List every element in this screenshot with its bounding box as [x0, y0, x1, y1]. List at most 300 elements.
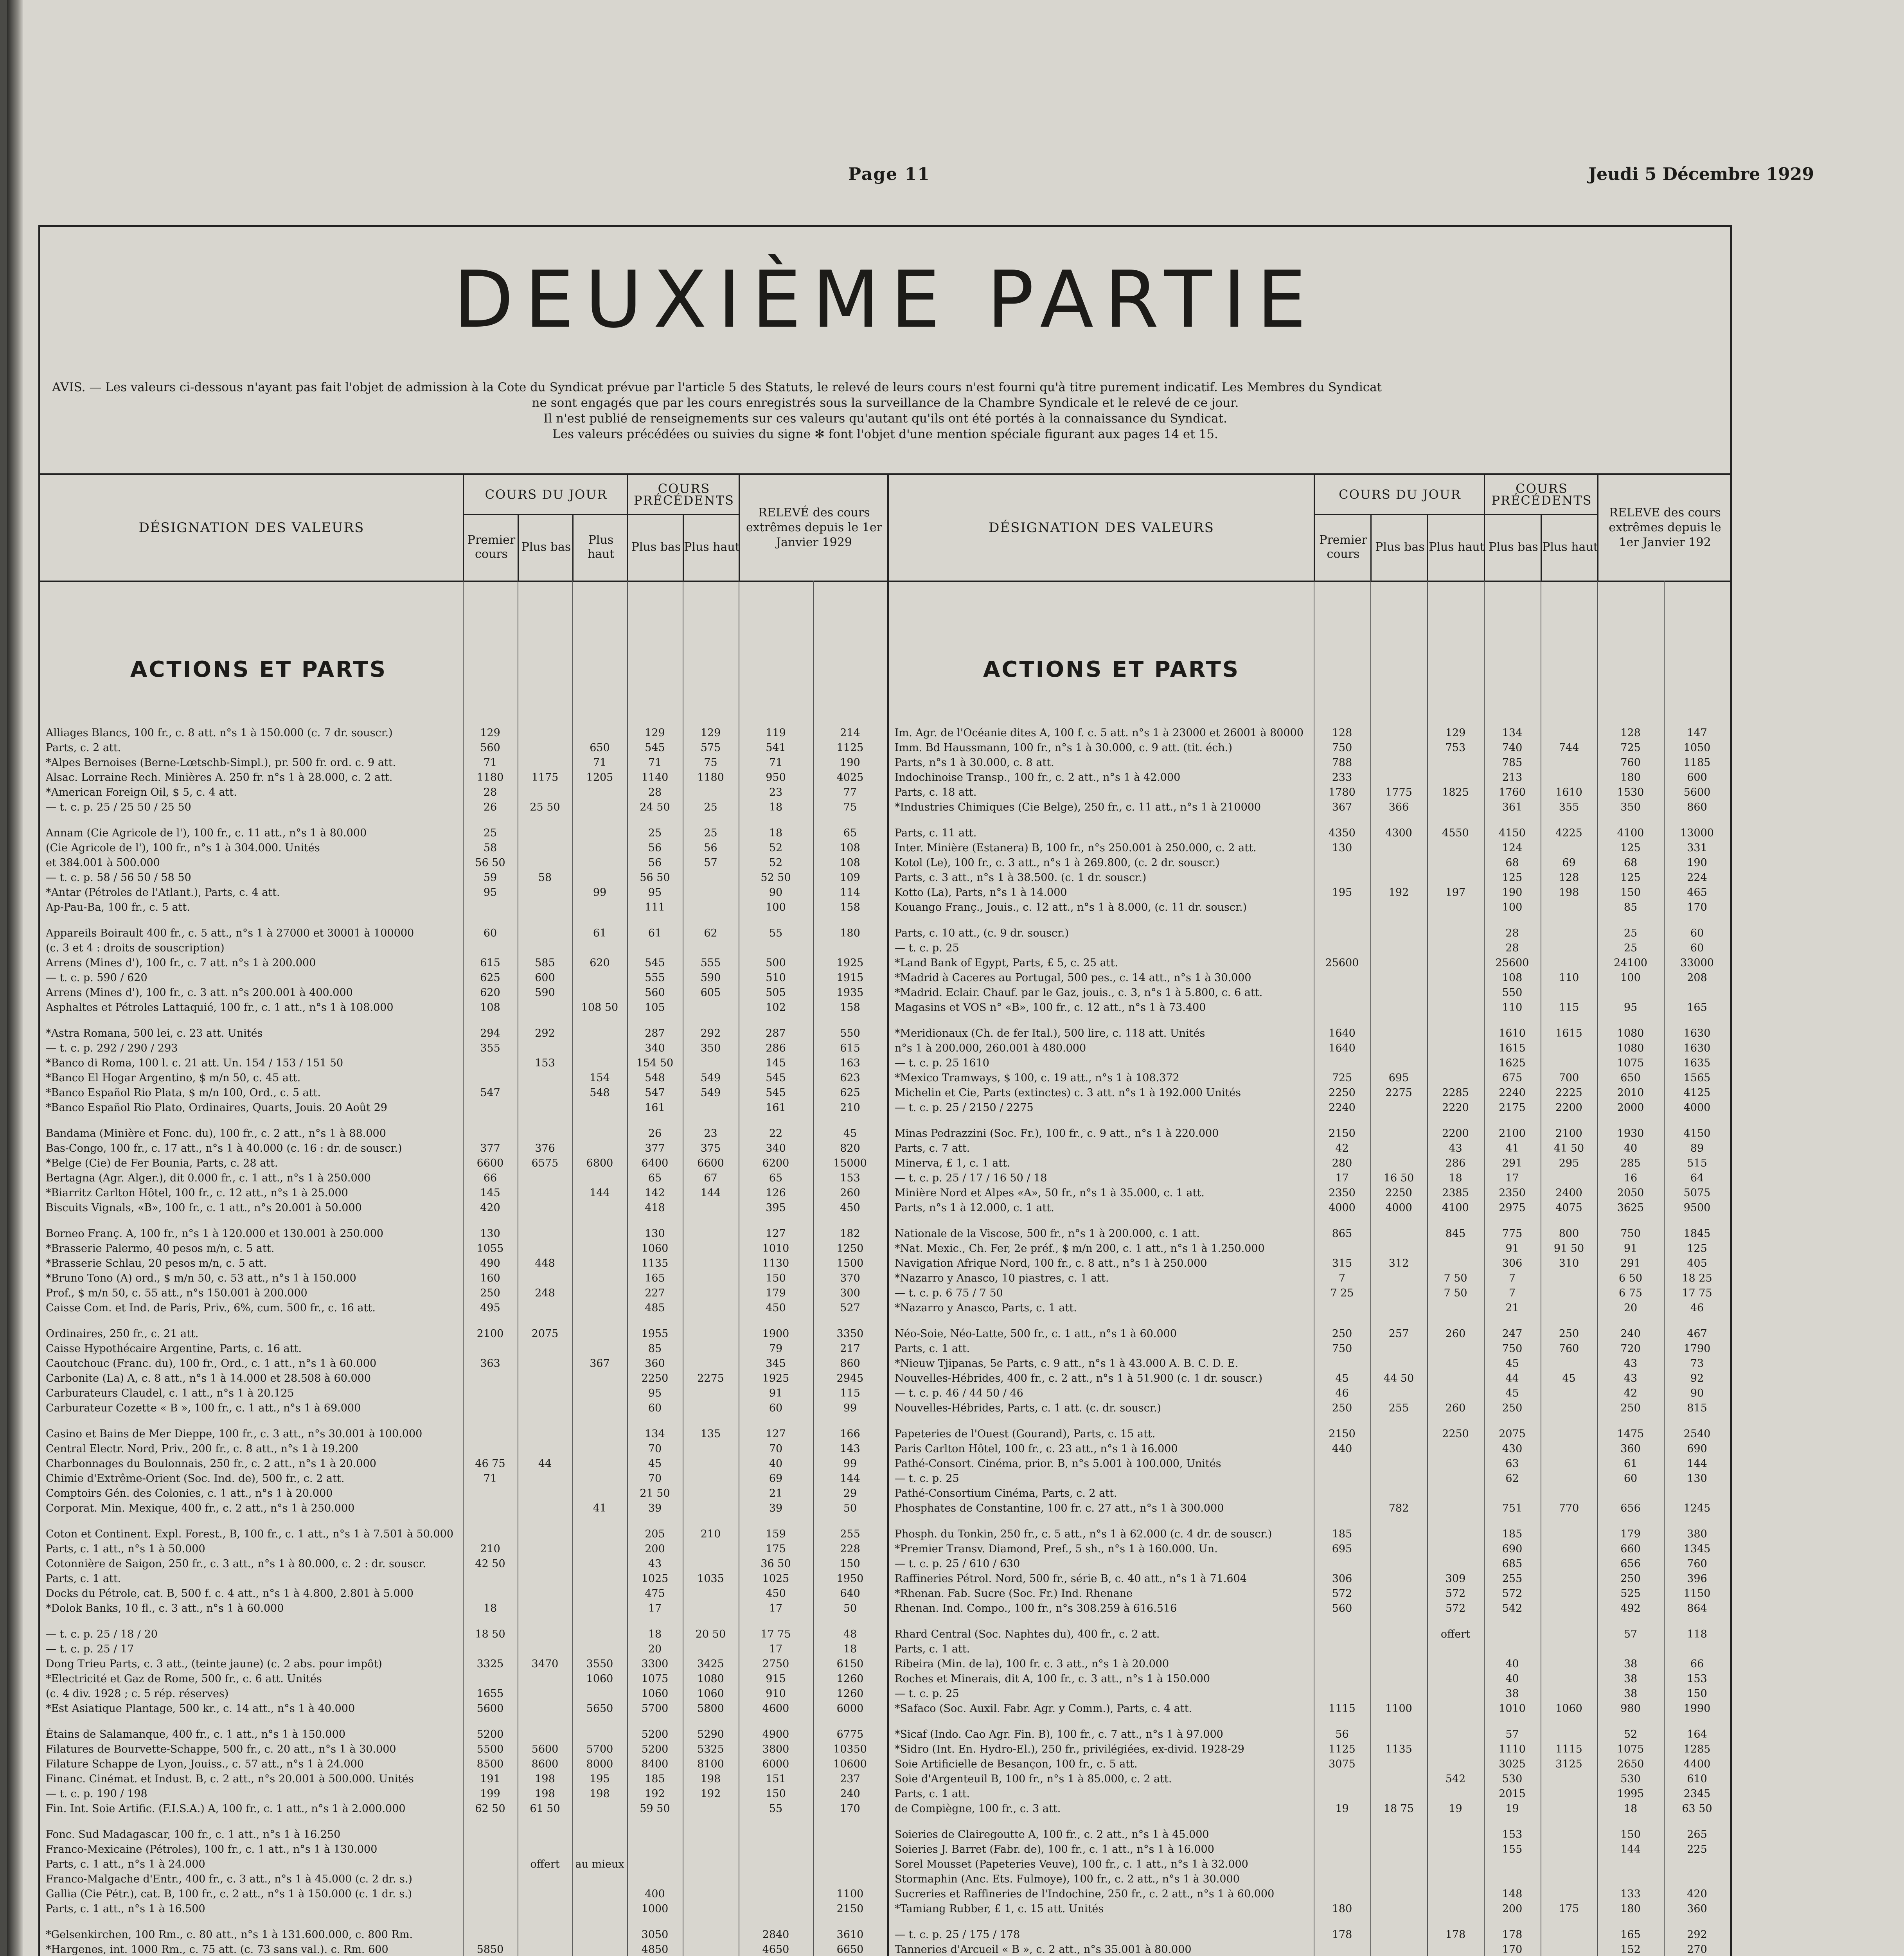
- prec-plus-haut-value: 175: [1559, 1903, 1579, 1915]
- security-name: — t. c. p. 25 / 2150 / 2275: [895, 1102, 1034, 1114]
- quote-row: [40, 1426, 887, 1441]
- premier-cours-value: 66: [483, 1172, 497, 1184]
- prec-plus-bas-value: 45: [1505, 1357, 1519, 1370]
- prec-plus-haut-value: 1610: [1555, 786, 1582, 798]
- quote-row: [40, 1285, 887, 1300]
- quote-row: [889, 1686, 1730, 1701]
- plus-haut-value: 2250: [1442, 1428, 1469, 1440]
- quote-row: [889, 1200, 1730, 1215]
- plus-haut-value: 2200: [1442, 1127, 1469, 1140]
- plus-bas-value: 44: [538, 1458, 552, 1470]
- releve-plus-haut-value: 164: [1687, 1728, 1707, 1740]
- prec-plus-haut-value: 56: [704, 842, 717, 854]
- releve-plus-bas-value: 179: [1620, 1528, 1641, 1540]
- plus-haut-value: 144: [590, 1187, 610, 1199]
- premier-cours-value: 367: [1332, 801, 1352, 813]
- releve-plus-haut-value: 550: [840, 1027, 860, 1039]
- plus-bas-value: 292: [535, 1027, 555, 1039]
- security-name: Roches et Minerais, dit A, 100 fr., c. 3 att., n°s 1 à 150.000: [895, 1673, 1210, 1685]
- prec-plus-bas-value: 400: [645, 1888, 665, 1900]
- prec-plus-bas-value: 306: [1502, 1257, 1523, 1269]
- quote-row: [889, 985, 1730, 1000]
- security-name: et 384.001 à 500.000: [46, 857, 160, 869]
- premier-cours-value: 294: [480, 1027, 500, 1039]
- security-name: Ap-Pau-Ba, 100 fr., c. 5 att.: [46, 901, 190, 913]
- releve-plus-bas-value: 656: [1620, 1558, 1641, 1570]
- quote-row: [889, 1801, 1730, 1816]
- prec-plus-bas-value: 2250: [641, 1372, 669, 1384]
- premier-cours-value: 8500: [476, 1758, 504, 1770]
- releve-plus-haut-value: 1935: [836, 987, 864, 999]
- security-name: Alsac. Lorraine Rech. Minières A. 250 fr. n°s 1 à 28.000, c. 2 att.: [46, 771, 393, 784]
- releve-plus-bas-value: 1930: [1617, 1127, 1644, 1140]
- cours-precedents-header: COURS PRÉCÉDENTS: [1484, 475, 1598, 515]
- premier-cours-value: 5850: [476, 1943, 504, 1956]
- premier-cours-value: 280: [1332, 1157, 1352, 1169]
- releve-plus-bas-value: 23: [769, 786, 783, 798]
- quote-row: [40, 1586, 887, 1601]
- newspaper-page: [7, 0, 1904, 1956]
- notice-block: [52, 379, 1719, 442]
- premier-cours-value: 420: [480, 1202, 500, 1214]
- prec-plus-haut-value: 292: [700, 1027, 721, 1039]
- security-name: Im. Agr. de l'Océanie dites A, 100 f. c. 5 att. n°s 1 à 23000 et 26001 à 80000: [895, 727, 1304, 739]
- prec-plus-bas-value: 65: [648, 1172, 662, 1184]
- quote-row: [889, 1742, 1730, 1756]
- prec-plus-bas-value: 255: [1502, 1573, 1523, 1585]
- quote-row: [889, 900, 1730, 915]
- releve-plus-haut-value: 1250: [836, 1242, 864, 1255]
- releve-plus-haut-value: 158: [840, 1001, 860, 1014]
- releve-plus-bas-value: 60: [1624, 1472, 1638, 1485]
- prec-plus-haut-value: 129: [700, 727, 721, 739]
- prec-plus-bas-value: 340: [645, 1042, 665, 1054]
- premier-cours-value: 620: [480, 987, 500, 999]
- security-name: Minerva, £ 1, c. 1 att.: [895, 1157, 1010, 1169]
- quote-row: [40, 1170, 887, 1185]
- releve-plus-haut-value: 1565: [1683, 1072, 1711, 1084]
- premier-cours-value: 625: [480, 972, 500, 984]
- prec-plus-bas-value: 95: [648, 886, 662, 899]
- prec-plus-bas-value: 41: [1505, 1142, 1519, 1154]
- quote-row: [889, 1371, 1730, 1386]
- quote-row: [40, 1571, 887, 1586]
- premier-cours-value: 7: [1338, 1272, 1346, 1284]
- page-number: Page 11: [848, 164, 930, 184]
- security-name: — t. c. p. 292 / 290 / 293: [46, 1042, 178, 1054]
- security-name: — t. c. p. 25 / 25 50 / 25 50: [46, 801, 191, 813]
- releve-plus-bas-value: 2750: [762, 1658, 789, 1670]
- premier-cours-value: 7 25: [1330, 1287, 1354, 1299]
- quote-row: [40, 1901, 887, 1916]
- quote-row: [40, 900, 887, 915]
- releve-plus-haut-value: 380: [1687, 1528, 1707, 1540]
- quote-row: [889, 1556, 1730, 1571]
- plus-bas-value: 198: [535, 1773, 555, 1785]
- security-name: — t. c. p. 590 / 620: [46, 972, 147, 984]
- prec-plus-haut-value: 20 50: [695, 1628, 726, 1640]
- releve-plus-haut-value: 1635: [1683, 1057, 1711, 1069]
- releve-plus-haut-value: 4400: [1683, 1758, 1711, 1770]
- plus-bas-value: 1175: [531, 771, 559, 784]
- row-spacer: [889, 915, 1730, 926]
- premier-cours-value: 750: [1332, 1343, 1352, 1355]
- row-spacer: [40, 1215, 887, 1226]
- security-name: Carburateur Cozette « B », 100 fr., c. 1 att., n°s 1 à 69.000: [46, 1402, 361, 1414]
- releve-plus-haut-value: 18 25: [1682, 1272, 1712, 1284]
- plus-bas-value: 8600: [531, 1758, 559, 1770]
- prec-plus-bas-value: 1000: [641, 1903, 669, 1915]
- releve-plus-haut-value: 860: [1687, 801, 1707, 813]
- plus-haut-value: 19: [1449, 1803, 1462, 1815]
- plus-bas-value: 2075: [531, 1328, 559, 1340]
- premier-cours-value: 788: [1332, 757, 1352, 769]
- prec-plus-bas-value: 5200: [641, 1743, 669, 1755]
- releve-plus-bas-value: 725: [1620, 742, 1641, 754]
- releve-plus-haut-value: 1125: [836, 742, 864, 754]
- prec-plus-bas-value: 2015: [1499, 1788, 1526, 1800]
- plus-haut-value: 286: [1445, 1157, 1466, 1169]
- releve-plus-haut-value: 270: [1687, 1943, 1707, 1956]
- releve-plus-haut-value: 4000: [1683, 1102, 1711, 1114]
- quote-row: [889, 1727, 1730, 1742]
- security-name: Soieries J. Barret (Fabr. de), 100 fr., c. 1 att., n°s 1 à 16.000: [895, 1843, 1214, 1855]
- plus-haut-value: 572: [1445, 1587, 1466, 1600]
- plus-haut-value: 8000: [586, 1758, 613, 1770]
- quote-row: [889, 1601, 1730, 1616]
- quote-row: [40, 1185, 887, 1200]
- row-spacer: [889, 1816, 1730, 1827]
- quote-row: [889, 1701, 1730, 1716]
- releve-plus-bas-value: 43: [1624, 1372, 1638, 1384]
- prec-plus-bas-value: 19: [1505, 1803, 1519, 1815]
- releve-plus-bas-value: 18: [769, 827, 783, 839]
- prec-plus-haut-value: 115: [1559, 1001, 1579, 1014]
- releve-plus-haut-value: 4125: [1683, 1087, 1711, 1099]
- prec-plus-bas-value: 40: [1505, 1658, 1519, 1670]
- quote-row: [889, 785, 1730, 800]
- plus-bas-value: 4000: [1385, 1202, 1412, 1214]
- premier-cours-value: 1055: [476, 1242, 504, 1255]
- plus-bas-value: 2250: [1385, 1187, 1412, 1199]
- quote-row: [40, 1041, 887, 1055]
- premier-cours-value: 42 50: [475, 1558, 505, 1570]
- prec-plus-bas-value: 685: [1502, 1558, 1523, 1570]
- security-name: Parts, c. 1 att.: [895, 1788, 970, 1800]
- prec-plus-bas-value: 153: [1502, 1828, 1523, 1841]
- security-name: *Rhenan. Fab. Sucre (Soc. Fr.) Ind. Rhenane: [895, 1587, 1133, 1600]
- prec-plus-bas-value: 250: [1502, 1402, 1523, 1414]
- plus-bas-value: 153: [535, 1057, 555, 1069]
- prec-plus-bas-value: 155: [1502, 1843, 1523, 1855]
- releve-plus-haut-value: 73: [1690, 1357, 1704, 1370]
- releve-plus-haut-value: 860: [840, 1357, 860, 1370]
- releve-plus-bas-value: 52 50: [761, 872, 791, 884]
- plus-haut-value: 572: [1445, 1602, 1466, 1614]
- releve-plus-bas-value: 43: [1624, 1357, 1638, 1370]
- security-name: Parts, c. 1 att., n°s 1 à 50.000: [46, 1543, 205, 1555]
- releve-plus-haut-value: 5075: [1683, 1187, 1711, 1199]
- plus-bas-value: 1100: [1385, 1703, 1412, 1715]
- row-spacer: [40, 1716, 887, 1727]
- premier-cours-header: Premier cours: [463, 514, 519, 581]
- releve-plus-haut-value: 90: [1690, 1387, 1704, 1399]
- quote-row: [889, 725, 1730, 740]
- releve-plus-haut-value: 2540: [1683, 1428, 1711, 1440]
- prec-plus-bas-value: 418: [645, 1202, 665, 1214]
- premier-cours-value: 1655: [476, 1688, 504, 1700]
- prec-plus-haut-value: 4075: [1555, 1202, 1582, 1214]
- prec-plus-haut-value: 45: [1562, 1372, 1576, 1384]
- security-name: Nouvelles-Hébrides, 400 fr., c. 2 att., n°s 1 à 51.900 (c. 1 dr. souscr.): [895, 1372, 1263, 1384]
- quote-row: [40, 1756, 887, 1771]
- releve-plus-bas-value: 285: [1620, 1157, 1641, 1169]
- prec-plus-bas-value: 542: [1502, 1602, 1523, 1614]
- designation-header: DÉSIGNATION DES VALEURS: [989, 520, 1214, 536]
- quote-row: [889, 1141, 1730, 1156]
- security-name: Paris Carlton Hôtel, 100 fr., c. 23 att., n°s 1 à 16.000: [895, 1443, 1178, 1455]
- releve-plus-haut-value: 29: [843, 1487, 857, 1499]
- quote-row: [40, 1627, 887, 1641]
- quote-row: [889, 1526, 1730, 1541]
- prec-plus-bas-value: 44: [1505, 1372, 1519, 1384]
- releve-plus-haut-value: 115: [840, 1387, 860, 1399]
- row-spacer: [889, 1115, 1730, 1126]
- prec-plus-haut-value: 198: [1559, 886, 1579, 899]
- premier-cours-value: 180: [1332, 1903, 1352, 1915]
- security-name: Kotol (Le), 100 fr., c. 3 att., n°s 1 à 269.800, (c. 2 dr. souscr.): [895, 857, 1220, 869]
- security-name: *Sidro (Int. En. Hydro-El.), 250 fr., privilégiées, ex-divid. 1928-29: [895, 1743, 1244, 1755]
- prec-plus-bas-value: 165: [645, 1272, 665, 1284]
- plus-bas-value: 376: [535, 1142, 555, 1154]
- releve-header: RELEVÉ des cours extrêmes depuis le 1er Janvier 1929: [739, 475, 888, 581]
- prec-plus-bas-value: 45: [1505, 1387, 1519, 1399]
- security-name: *Alpes Bernoises (Berne-Lœtschb-Simpl.), pr. 500 fr. ord. c. 9 att.: [46, 757, 396, 769]
- quote-row: [889, 1501, 1730, 1516]
- security-name: *Madrid à Caceres au Portugal, 500 pes., c. 14 att., n°s 1 à 30.000: [895, 972, 1251, 984]
- releve-plus-haut-value: 45: [843, 1127, 857, 1140]
- prec-plus-bas-value: 1955: [641, 1328, 669, 1340]
- security-name: Parts, c. 7 att.: [895, 1142, 970, 1154]
- plus-haut-value: 542: [1445, 1773, 1466, 1785]
- quote-row: [889, 1842, 1730, 1857]
- premier-cours-value: 306: [1332, 1573, 1352, 1585]
- releve-plus-bas-value: 1995: [1617, 1788, 1644, 1800]
- prec-plus-bas-value: 3050: [641, 1929, 669, 1941]
- quote-row: [40, 870, 887, 885]
- quote-row: [889, 1641, 1730, 1656]
- releve-plus-bas-value: 291: [1620, 1257, 1641, 1269]
- quote-row: [40, 1055, 887, 1070]
- quote-row: [40, 955, 887, 970]
- releve-plus-haut-value: 1185: [1683, 757, 1711, 769]
- prec-plus-bas-value: 485: [645, 1302, 665, 1314]
- row-spacer: [40, 1916, 887, 1927]
- security-name: Soie Artificielle de Besançon, 100 fr., c. 5 att.: [895, 1758, 1138, 1770]
- releve-plus-bas-value: 91: [769, 1387, 783, 1399]
- plus-bas-value: 18 75: [1383, 1803, 1414, 1815]
- security-name: Ordinaires, 250 fr., c. 21 att.: [46, 1328, 199, 1340]
- quote-row: [40, 1126, 887, 1141]
- security-name: Minas Pedrazzini (Soc. Fr.), 100 fr., c. 9 att., n°s 1 à 220.000: [895, 1127, 1219, 1140]
- right-panel: [889, 475, 1730, 1956]
- releve-plus-haut-value: 147: [1687, 727, 1707, 739]
- prec-plus-bas-value: 124: [1502, 842, 1523, 854]
- prec-plus-bas-value: 40: [1505, 1673, 1519, 1685]
- row-spacer: [889, 814, 1730, 825]
- quote-row: [889, 1671, 1730, 1686]
- prec-plus-bas-value: 430: [1502, 1443, 1523, 1455]
- prec-plus-bas-value: 377: [645, 1142, 665, 1154]
- prec-plus-bas-value: 20: [648, 1643, 662, 1655]
- releve-plus-bas-value: 980: [1620, 1703, 1641, 1715]
- plus-haut-value: 99: [593, 886, 607, 899]
- security-name: Rhenan. Ind. Compo., 100 fr., n°s 308.259 à 616.516: [895, 1602, 1177, 1614]
- releve-plus-haut-value: 64: [1690, 1172, 1704, 1184]
- releve-plus-bas-value: 52: [769, 857, 783, 869]
- premier-cours-value: 128: [1332, 727, 1352, 739]
- releve-plus-bas-value: 6 75: [1618, 1287, 1643, 1299]
- releve-plus-haut-value: 158: [840, 901, 860, 913]
- quote-row: [40, 1601, 887, 1616]
- quote-row: [889, 1541, 1730, 1556]
- quotation-grid: [40, 473, 1730, 1956]
- releve-plus-bas-value: 4900: [762, 1728, 789, 1740]
- prec-plus-bas-value: 530: [1502, 1773, 1523, 1785]
- releve-plus-bas-value: 91: [1624, 1242, 1638, 1255]
- cours-du-jour-header: COURS DU JOUR: [463, 475, 628, 515]
- security-name: Pathé-Consort. Cinéma, prior. B, n°s 5.001 à 100.000, Unités: [895, 1458, 1221, 1470]
- security-name: *Biarritz Carlton Hôtel, 100 fr., c. 12 att., n°s 1 à 25.000: [46, 1187, 348, 1199]
- quote-row: [40, 1241, 887, 1256]
- quote-row: [889, 1786, 1730, 1801]
- security-name: Arrens (Mines d'), 100 fr., c. 3 att. n°s 200.001 à 400.000: [46, 987, 353, 999]
- quote-row: [40, 1456, 887, 1471]
- security-name: Rhard Central (Soc. Naphtes du), 400 fr., c. 2 att.: [895, 1628, 1160, 1640]
- releve-plus-bas-value: 125: [1620, 842, 1641, 854]
- security-name: — t. c. p. 6 75 / 7 50: [895, 1287, 1003, 1299]
- security-name: de Compiègne, 100 fr., c. 3 att.: [895, 1803, 1061, 1815]
- prec-plus-haut-value: 25: [704, 801, 717, 813]
- quote-row: [889, 1241, 1730, 1256]
- quote-row: [40, 725, 887, 740]
- plus-bas-value: 782: [1388, 1502, 1409, 1514]
- releve-plus-haut-value: 130: [1687, 1472, 1707, 1485]
- releve-plus-bas-value: 52: [1624, 1728, 1638, 1740]
- plus-haut-value: 198: [590, 1788, 610, 1800]
- prec-plus-bas-value: 17: [648, 1602, 662, 1614]
- prec-plus-haut-value: 198: [700, 1773, 721, 1785]
- prec-plus-bas-value: 200: [645, 1543, 665, 1555]
- quote-row: [40, 1100, 887, 1115]
- premier-cours-value: 355: [480, 1042, 500, 1054]
- premier-cours-value: 2150: [1329, 1428, 1356, 1440]
- plus-haut-value: 178: [1445, 1929, 1466, 1941]
- security-name: Prof., $ m/n 50, c. 55 att., n°s 150.001 à 200.000: [46, 1287, 307, 1299]
- releve-plus-haut-value: 625: [840, 1087, 860, 1099]
- prec-plus-bas-value: 3300: [641, 1658, 669, 1670]
- security-name: Central Electr. Nord, Priv., 200 fr., c. 8 att., n°s 1 à 19.200: [46, 1443, 358, 1455]
- prec-plus-bas-value: 25600: [1495, 957, 1529, 969]
- quote-row: [889, 825, 1730, 840]
- quote-row: [40, 825, 887, 840]
- releve-plus-bas-value: 68: [1624, 857, 1638, 869]
- quote-row: [889, 855, 1730, 870]
- prec-plus-bas-value: 43: [648, 1558, 662, 1570]
- releve-plus-bas-value: 1075: [1617, 1057, 1644, 1069]
- releve-plus-haut-value: 467: [1687, 1328, 1707, 1340]
- prec-plus-haut-value: 23: [704, 1127, 717, 1140]
- quote-row: [40, 985, 887, 1000]
- security-name: *Banco Español Rio Plata, $ m/n 100, Ord., c. 5 att.: [46, 1087, 321, 1099]
- quote-row: [40, 1371, 887, 1386]
- releve-plus-bas-value: 150: [1620, 886, 1641, 899]
- prec-plus-haut-value: 210: [700, 1528, 721, 1540]
- prec-plus-bas-value: 475: [645, 1587, 665, 1600]
- quote-row: [40, 1226, 887, 1241]
- premier-cours-value: 191: [480, 1773, 500, 1785]
- security-name: Parts, c. 11 att.: [895, 827, 977, 839]
- row-spacer: [40, 1015, 887, 1026]
- quote-row: [889, 1386, 1730, 1400]
- prec-plus-haut-value: 1035: [697, 1573, 724, 1585]
- quote-row: [889, 1070, 1730, 1085]
- releve-plus-bas-value: 360: [1620, 1443, 1641, 1455]
- releve-plus-haut-value: 3610: [836, 1929, 864, 1941]
- releve-plus-bas-value: 1900: [762, 1328, 789, 1340]
- releve-plus-bas-value: 395: [766, 1202, 786, 1214]
- quote-row: [889, 1055, 1730, 1070]
- security-name: Étains de Salamanque, 400 fr., c. 1 att., n°s 1 à 150.000: [46, 1728, 346, 1740]
- releve-plus-bas-value: 1080: [1617, 1027, 1644, 1039]
- prec-plus-bas-value: 110: [1502, 1001, 1523, 1014]
- prec-plus-bas-value: 1025: [641, 1573, 669, 1585]
- prec-plus-bas-value: 785: [1502, 757, 1523, 769]
- plus-bas-value: 590: [535, 987, 555, 999]
- releve-header: RELEVE des cours extrêmes depuis le 1er Janvier 192: [1597, 475, 1731, 581]
- security-name: *Electricité et Gaz de Rome, 500 fr., c. 6 att. Unités: [46, 1673, 322, 1685]
- security-name: Franco-Malgache d'Entr., 400 fr., c. 3 att., n°s 1 à 45.000 (c. 2 dr. s.): [46, 1873, 412, 1885]
- premier-cours-value: 2100: [476, 1328, 504, 1340]
- releve-plus-haut-value: 300: [840, 1287, 860, 1299]
- prec-plus-haut-value: 75: [704, 757, 717, 769]
- premier-cours-value: 233: [1332, 771, 1352, 784]
- plus-bas-header: Plus bas: [1370, 514, 1428, 581]
- releve-plus-haut-value: 1990: [1683, 1703, 1711, 1715]
- security-name: Parts, c. 1 att., n°s 1 à 24.000: [46, 1858, 205, 1870]
- notice-line: AVIS. — Les valeurs ci-dessous n'ayant pas fait l'objet de admission à la Cote du Syndicat prévue par l'article 5 des Statuts, le relevé de leurs cours n'est fourni qu'à titre purement indicatif. Les Membres du Syndicat: [52, 380, 1382, 394]
- releve-plus-haut-value: 2150: [836, 1903, 864, 1915]
- prec-plus-bas-value: 56: [648, 842, 662, 854]
- security-name: Raffineries Pétrol. Nord, 500 fr., série B, c. 40 att., n°s 1 à 71.604: [895, 1573, 1247, 1585]
- row-spacer: [889, 1516, 1730, 1526]
- prec-plus-haut-value: 2275: [697, 1372, 724, 1384]
- prec-plus-bas-value: 1075: [641, 1673, 669, 1685]
- cours-precedents-header: COURS PRÉCÉDENTS: [627, 475, 740, 515]
- prec-plus-haut-value: 144: [700, 1187, 721, 1199]
- quote-row: [889, 1041, 1730, 1055]
- plus-haut-value: 1205: [586, 771, 613, 784]
- row-spacer: [889, 1415, 1730, 1426]
- prec-plus-bas-value: 56: [648, 857, 662, 869]
- prec-plus-haut-value: 135: [700, 1428, 721, 1440]
- security-name: *Bruno Tono (A) ord., $ m/n 50, c. 53 att., n°s 1 à 150.000: [46, 1272, 356, 1284]
- premier-cours-value: 750: [1332, 742, 1352, 754]
- releve-plus-bas-value: 3800: [762, 1743, 789, 1755]
- releve-plus-haut-value: 1500: [836, 1257, 864, 1269]
- quote-row: [889, 1441, 1730, 1456]
- releve-plus-haut-value: 465: [1687, 886, 1707, 899]
